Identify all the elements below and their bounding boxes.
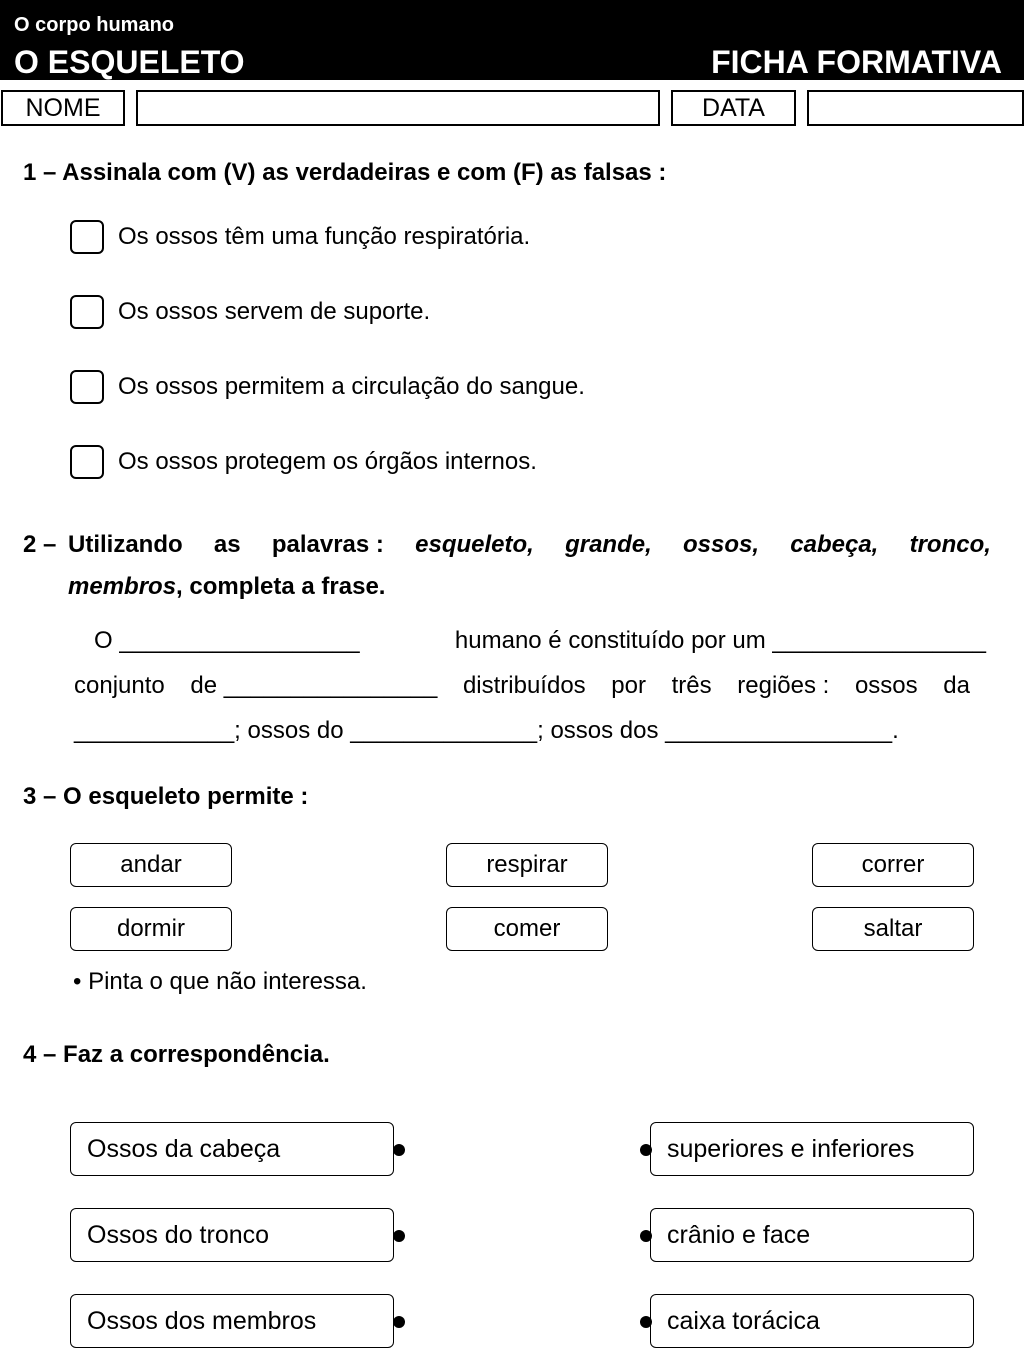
answer-checkbox[interactable] [70, 295, 104, 329]
match-left-item: Ossos do tronco [70, 1208, 394, 1262]
sentence-part: conjunto [74, 672, 165, 699]
question-4-title: 4 – Faz a correspondência. [23, 1041, 330, 1068]
instruction-text: , completa a frase. [176, 573, 386, 600]
match-dot[interactable] [393, 1230, 405, 1242]
word-option: tronco, [909, 531, 991, 558]
sentence-part: regiões : [737, 672, 830, 699]
answer-checkbox[interactable] [70, 445, 104, 479]
q1-statement [70, 445, 537, 479]
sentence-part: humano é constituído por um ________________ [454, 627, 986, 654]
sentence-part: ossos [854, 672, 918, 699]
word-option: esqueleto, [415, 531, 534, 558]
match-dot[interactable] [393, 1316, 405, 1328]
word: palavras : [271, 531, 384, 558]
sentence-part: da [943, 672, 970, 699]
word-option: ossos, [683, 531, 760, 558]
question-3-title: 3 – O esqueleto permite : [23, 783, 309, 810]
sentence-line [74, 618, 986, 663]
name-field[interactable] [136, 90, 660, 126]
q1-statement [70, 295, 430, 329]
word-box-respirar[interactable]: respirar [446, 843, 608, 887]
match-right-item: crânio e face [650, 1208, 974, 1262]
sentence-part: por [611, 672, 646, 699]
word-option: membros [68, 573, 177, 600]
word-box-dormir[interactable]: dormir [70, 907, 232, 951]
question-number: 2 – [23, 531, 57, 558]
header-bar [0, 0, 1024, 80]
fill-in-sentence [74, 618, 986, 753]
sentence-part: ____________; ossos do ______________; ossos dos _________________. [74, 717, 899, 744]
date-field[interactable] [807, 90, 1024, 126]
question-2-line-1 [68, 524, 991, 566]
word: Utilizando [68, 531, 183, 558]
word-box-andar[interactable]: andar [70, 843, 232, 887]
header-title: O ESQUELETO [14, 44, 245, 80]
instruction-note: • Pinta o que não interessa. [73, 968, 367, 995]
word-option: grande, [565, 531, 652, 558]
header-right-title: FICHA FORMATIVA [711, 44, 1002, 80]
sentence-part: distribuídos [462, 672, 586, 699]
word: as [213, 531, 241, 558]
statement-text: Os ossos servem de suporte. [118, 298, 431, 325]
word-option: cabeça, [790, 531, 879, 558]
word-box-comer[interactable]: comer [446, 907, 608, 951]
sentence-part: de ________________ [190, 672, 438, 699]
statement-text: Os ossos têm uma função respiratória. [118, 223, 531, 250]
date-label: DATA [671, 90, 796, 126]
sentence-part: O __________________ [74, 627, 360, 654]
sentence-part: três [671, 672, 712, 699]
statement-text: Os ossos protegem os órgãos internos. [118, 448, 537, 475]
header-subtitle: O corpo humano [14, 14, 174, 36]
question-2-line-2 [68, 566, 385, 608]
match-right-item: superiores e inferiores [650, 1122, 974, 1176]
statement-text: Os ossos permitem a circulação do sangue. [118, 373, 585, 400]
q1-statement [70, 220, 530, 254]
answer-checkbox[interactable] [70, 220, 104, 254]
match-dot[interactable] [393, 1144, 405, 1156]
name-label: NOME [1, 90, 125, 126]
match-right-item: caixa torácica [650, 1294, 974, 1348]
q1-statement [70, 370, 585, 404]
answer-checkbox[interactable] [70, 370, 104, 404]
sentence-line [74, 663, 986, 708]
word-box-correr[interactable]: correr [812, 843, 974, 887]
word-box-saltar[interactable]: saltar [812, 907, 974, 951]
match-left-item: Ossos da cabeça [70, 1122, 394, 1176]
match-left-item: Ossos dos membros [70, 1294, 394, 1348]
sentence-line [74, 708, 986, 753]
question-1-title: 1 – Assinala com (V) as verdadeiras e com (F) as falsas : [23, 159, 667, 186]
